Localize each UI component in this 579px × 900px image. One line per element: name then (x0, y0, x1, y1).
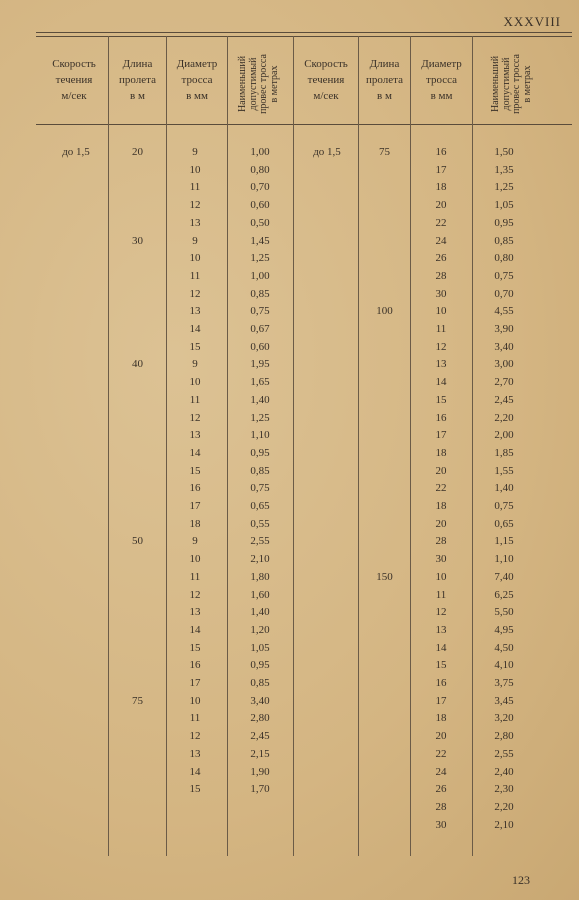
diameter-cell: 11 (189, 269, 201, 282)
diameter-cell: 13 (435, 623, 447, 636)
header-line: м/сек (313, 90, 339, 102)
sag-cell: 2,45 (250, 730, 270, 743)
span-cell: 100 (376, 305, 393, 318)
sag-cell: 4,95 (494, 623, 514, 636)
diameter-cell: 26 (435, 252, 447, 265)
sag-cell: 0,50 (250, 216, 270, 229)
diameter-cell: 17 (435, 694, 447, 707)
diameter-cell: 15 (189, 464, 201, 477)
diameter-cell: 18 (435, 181, 447, 194)
sag-cell: 3,75 (494, 677, 514, 689)
top-rule (36, 32, 572, 33)
sag-cell: 3,00 (494, 358, 514, 371)
column-divider (293, 36, 294, 856)
sag-cell: 2,55 (250, 535, 270, 548)
diameter-cell: 24 (435, 234, 447, 247)
header-line: Наименьший (490, 55, 501, 113)
sag-cell: 4,50 (494, 641, 514, 654)
sag-cell: 1,85 (494, 446, 514, 459)
diameter-cell: 14 (189, 323, 201, 335)
roman-page-number: XXXVIII (503, 14, 561, 29)
diameter-cell: 17 (435, 429, 447, 442)
diameter-cell: 10 (435, 305, 447, 318)
diameter-cell: 10 (189, 252, 201, 265)
sag-cell: 0,80 (250, 163, 270, 176)
header-line: провес тросса (258, 54, 269, 114)
diameter-cell: 11 (435, 588, 447, 601)
diameter-cell: 13 (189, 305, 201, 318)
header-line: течения (307, 74, 345, 86)
header-line: в мм (430, 90, 453, 102)
diameter-cell: 18 (435, 712, 447, 725)
span-cell: 50 (132, 535, 143, 548)
diameter-cell: 17 (189, 500, 201, 512)
speed-cell: до 1,5 (62, 146, 90, 158)
header-line: Диаметр (421, 58, 462, 70)
header-line: в мм (186, 90, 208, 102)
sag-cell: 2,30 (494, 783, 514, 796)
sag-cell: 3,45 (494, 694, 514, 707)
sag-cell: 0,85 (250, 464, 270, 477)
diameter-cell: 28 (435, 535, 447, 548)
diameter-cell: 15 (435, 659, 447, 672)
sag-cell: 1,40 (494, 482, 514, 495)
sag-cell: 0,70 (250, 181, 270, 194)
diameter-cell: 13 (189, 606, 201, 619)
diameter-cell: 22 (435, 482, 447, 495)
header-line: в метрах (521, 65, 533, 103)
top-rule-double (36, 36, 572, 37)
sag-cell: 1,60 (250, 588, 270, 601)
diameter-cell: 9 (192, 535, 198, 548)
sag-cell: 0,75 (250, 305, 270, 318)
span-cell: 20 (132, 146, 143, 158)
sag-cell: 0,95 (250, 446, 270, 459)
diameter-cell: 13 (189, 747, 201, 760)
sag-cell: 1,35 (494, 163, 514, 176)
sag-cell: 1,40 (250, 606, 270, 619)
column-divider (358, 36, 359, 856)
sag-cell: 0,95 (494, 216, 514, 229)
diameter-cell: 12 (435, 340, 447, 353)
diameter-cell: 20 (435, 464, 447, 477)
sag-cell: 0,80 (494, 252, 514, 265)
header-sag-right (491, 41, 535, 127)
header-line: в метрах (268, 65, 280, 103)
diameter-cell: 11 (189, 181, 201, 194)
sag-cell: 1,15 (494, 535, 514, 548)
sag-cell: 3,90 (494, 323, 514, 335)
diameter-cell: 12 (189, 730, 201, 743)
header-line: Наименьший (237, 55, 248, 113)
sag-cell: 0,75 (494, 269, 514, 282)
diameter-cell: 30 (435, 553, 447, 566)
sag-cell: 0,75 (250, 482, 270, 495)
diameter-cell: 12 (189, 411, 201, 424)
sag-cell: 1,20 (250, 623, 270, 636)
header-line: тросса (181, 74, 213, 86)
sag-cell: 1,25 (250, 252, 270, 265)
diameter-cell: 11 (189, 712, 201, 725)
sag-cell: 0,85 (250, 287, 270, 300)
column-divider (410, 36, 411, 856)
sag-cell: 1,45 (250, 234, 270, 247)
sag-cell: 1,25 (494, 181, 514, 194)
header-line: допустимый (500, 57, 512, 111)
diameter-cell: 15 (189, 340, 201, 353)
diameter-cell: 15 (189, 641, 201, 654)
diameter-cell: 17 (189, 677, 201, 689)
header-line: в м (377, 90, 392, 102)
sag-cell: 2,45 (494, 393, 514, 406)
sag-cell: 1,65 (250, 376, 270, 389)
sag-cell: 2,80 (494, 730, 514, 743)
sag-cell: 1,50 (494, 146, 514, 158)
sag-cell: 1,10 (250, 429, 270, 442)
span-cell: 75 (379, 146, 390, 158)
sag-cell: 0,75 (494, 500, 514, 512)
diameter-cell: 16 (435, 411, 447, 424)
diameter-cell: 15 (435, 393, 447, 406)
sag-cell: 5,50 (494, 606, 514, 619)
sag-cell: 1,90 (250, 765, 270, 778)
diameter-cell: 30 (435, 287, 447, 300)
sag-cell: 3,20 (494, 712, 514, 725)
sag-cell: 2,15 (250, 747, 270, 760)
sag-cell: 1,70 (250, 783, 270, 796)
diameter-cell: 12 (189, 588, 201, 601)
diameter-cell: 14 (189, 446, 201, 459)
diameter-cell: 10 (189, 376, 201, 389)
sag-cell: 0,60 (250, 340, 270, 353)
sag-cell: 3,40 (494, 340, 514, 353)
diameter-cell: 13 (189, 216, 201, 229)
sag-cell: 6,25 (494, 588, 514, 601)
diameter-cell: 11 (189, 393, 201, 406)
header-line: в м (130, 90, 145, 102)
diameter-cell: 26 (435, 783, 447, 796)
sag-cell: 1,05 (250, 641, 270, 654)
sag-cell: 1,25 (250, 411, 270, 424)
diameter-cell: 20 (435, 517, 447, 530)
diameter-cell: 9 (192, 358, 198, 371)
diameter-cell: 22 (435, 216, 447, 229)
span-cell: 75 (132, 694, 143, 707)
sag-cell: 0,65 (494, 517, 514, 530)
sag-cell: 1,05 (494, 199, 514, 212)
header-line: Длина (122, 58, 153, 70)
header-line: пролета (366, 74, 403, 86)
header-line: Диаметр (176, 58, 218, 70)
diameter-cell: 11 (189, 570, 201, 583)
diameter-cell: 28 (435, 800, 447, 813)
diameter-cell: 12 (435, 606, 447, 619)
header-line: Скорость (304, 58, 348, 70)
sag-cell: 0,85 (494, 234, 514, 247)
diameter-cell: 10 (435, 570, 447, 583)
header-line: м/сек (61, 90, 87, 102)
header-span-right (359, 56, 410, 104)
column-divider (227, 36, 228, 856)
sag-cell: 2,70 (494, 376, 514, 389)
sag-cell: 1,40 (250, 393, 270, 406)
sag-cell: 2,10 (494, 818, 514, 831)
diameter-cell: 18 (435, 500, 447, 512)
span-cell: 40 (132, 358, 143, 371)
header-line: допустимый (247, 57, 259, 111)
diameter-cell: 15 (189, 783, 201, 796)
diameter-cell: 18 (189, 517, 201, 530)
sag-cell: 1,00 (250, 146, 270, 158)
header-span-left (109, 56, 166, 104)
diameter-cell: 18 (435, 446, 447, 459)
sag-cell: 2,20 (494, 800, 514, 813)
diameter-cell: 16 (435, 677, 447, 689)
sag-cell: 2,20 (494, 411, 514, 424)
header-speed-right (294, 56, 358, 104)
diameter-cell: 16 (189, 659, 201, 672)
sag-cell: 0,70 (494, 287, 514, 300)
header-line: Длина (369, 58, 400, 70)
sag-cell: 2,55 (494, 747, 514, 760)
diameter-cell: 17 (435, 163, 447, 176)
sag-cell: 1,10 (494, 553, 514, 566)
sag-cell: 4,55 (494, 305, 514, 318)
sag-cell: 0,95 (250, 659, 270, 672)
sag-cell: 1,00 (250, 269, 270, 282)
diameter-cell: 11 (435, 323, 447, 335)
sag-cell: 1,55 (494, 464, 514, 477)
diameter-cell: 24 (435, 765, 447, 778)
span-cell: 150 (376, 570, 393, 583)
diameter-cell: 30 (435, 818, 447, 831)
sag-cell: 1,95 (250, 358, 270, 371)
sag-cell: 7,40 (494, 570, 514, 583)
page-number: 123 (512, 873, 530, 887)
header-line: тросса (426, 74, 457, 86)
diameter-cell: 22 (435, 747, 447, 760)
diameter-cell: 13 (435, 358, 447, 371)
diameter-cell: 16 (435, 146, 447, 158)
diameter-cell: 9 (192, 234, 198, 247)
sag-cell: 0,55 (250, 517, 270, 530)
sag-cell: 2,40 (494, 765, 514, 778)
speed-cell: до 1,5 (313, 146, 341, 158)
diameter-cell: 10 (189, 163, 201, 176)
diameter-cell: 20 (435, 199, 447, 212)
diameter-cell: 14 (189, 623, 201, 636)
diameter-cell: 16 (189, 482, 201, 495)
header-diameter-left (167, 56, 227, 104)
sag-cell: 3,40 (250, 694, 270, 707)
sag-cell: 0,85 (250, 677, 270, 689)
header-line: пролета (119, 74, 156, 86)
sag-cell: 0,65 (250, 500, 270, 512)
diameter-cell: 13 (189, 429, 201, 442)
diameter-cell: 12 (189, 287, 201, 300)
diameter-cell: 14 (189, 765, 201, 778)
diameter-cell: 20 (435, 730, 447, 743)
column-divider (472, 36, 473, 856)
diameter-cell: 14 (435, 641, 447, 654)
sag-cell: 1,80 (250, 570, 270, 583)
sag-cell: 2,80 (250, 712, 270, 725)
header-line: провес тросса (511, 54, 522, 114)
sag-cell: 0,60 (250, 199, 270, 212)
diameter-cell: 10 (189, 694, 201, 707)
column-divider (108, 36, 109, 856)
header-speed-left (42, 56, 106, 104)
header-line: течения (55, 74, 93, 86)
diameter-cell: 9 (192, 146, 198, 158)
sag-cell: 2,10 (250, 553, 270, 566)
header-sag-left (238, 41, 282, 127)
sag-cell: 0,67 (250, 323, 270, 335)
diameter-cell: 14 (435, 376, 447, 389)
span-cell: 30 (132, 234, 143, 247)
header-diameter-right (411, 56, 472, 104)
header-line: Скорость (52, 58, 96, 70)
sag-cell: 2,00 (494, 429, 514, 442)
diameter-cell: 28 (435, 269, 447, 282)
diameter-cell: 12 (189, 199, 201, 212)
diameter-cell: 10 (189, 553, 201, 566)
sag-cell: 4,10 (494, 659, 514, 672)
